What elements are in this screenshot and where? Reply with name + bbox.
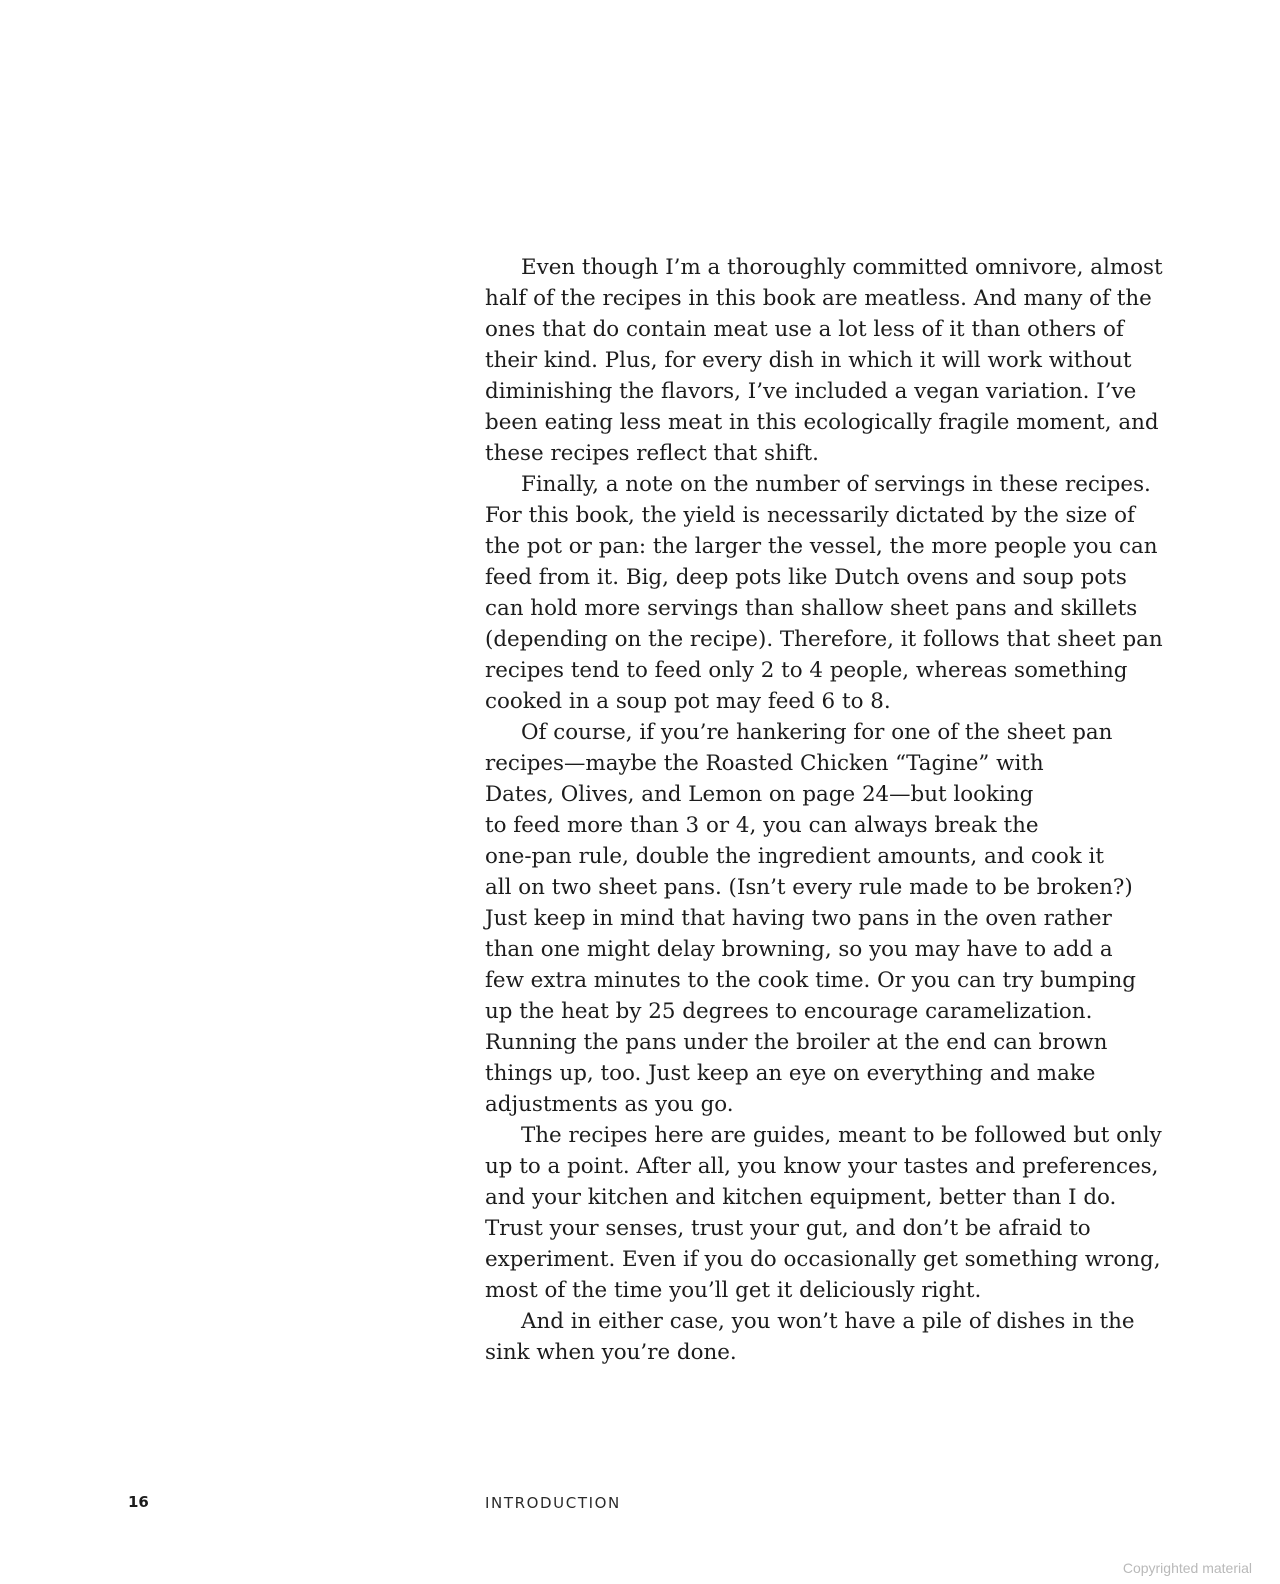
text-line: half of the recipes in this book are meatless. And many of the [485,286,1152,311]
text-line: experiment. Even if you do occasionally get something wrong, [485,1247,1161,1272]
text-line: Of course, if you’re hankering for one of the sheet pan [521,720,1113,745]
text-line: their kind. Plus, for every dish in which it will work without [485,348,1132,373]
paragraph-closing [485,1306,1150,1368]
text-line: (depending on the recipe). Therefore, it follows that sheet pan [485,627,1163,652]
paragraph-servings [485,469,1163,717]
text-line: all on two sheet pans. (Isn’t every rule made to be broken?) [485,875,1133,900]
text-line: sink when you’re done. [485,1340,737,1365]
text-line: things up, too. Just keep an eye on everything and make [485,1061,1096,1086]
text-line: up to a point. After all, you know your tastes and preferences, [485,1154,1159,1179]
text-line: Even though I’m a thoroughly committed omnivore, almost [521,255,1163,280]
text-line: diminishing the flavors, I’ve included a vegan variation. I’ve [485,379,1137,404]
text-line: than one might delay browning, so you may have to add a [485,937,1113,962]
text-line: Finally, a note on the number of servings in these recipes. [521,472,1151,497]
text-line: few extra minutes to the cook time. Or you can try bumping [485,968,1136,993]
text-line: ones that do contain meat use a lot less of it than others of [485,317,1124,342]
text-line: feed from it. Big, deep pots like Dutch ovens and soup pots [485,565,1127,590]
text-line: most of the time you’ll get it deliciously right. [485,1278,982,1303]
text-line: up the heat by 25 degrees to encourage caramelization. [485,999,1093,1024]
text-line: recipes tend to feed only 2 to 4 people, whereas something [485,658,1128,683]
paragraph-omnivore [485,252,1163,469]
paragraph-guides [485,1120,1162,1306]
text-line: to feed more than 3 or 4, you can always break the [485,813,1039,838]
text-line: one-pan rule, double the ingredient amounts, and cook it [485,844,1104,869]
text-line: recipes—maybe the Roasted Chicken “Tagine” with [485,751,1044,776]
text-line: these recipes reflect that shift. [485,441,819,466]
running-footer-section: INTRODUCTION [485,1494,621,1512]
text-line: Trust your senses, trust your gut, and don’t be afraid to [485,1216,1091,1241]
text-line: Dates, Olives, and Lemon on page 24—but looking [485,782,1034,807]
text-line: For this book, the yield is necessarily dictated by the size of [485,503,1135,528]
text-line: Running the pans under the broiler at the end can brown [485,1030,1108,1055]
paragraph-sheet-pans [485,717,1150,1120]
text-line: The recipes here are guides, meant to be followed but only [521,1123,1162,1148]
text-line: can hold more servings than shallow sheet pans and skillets [485,596,1138,621]
text-line: cooked in a soup pot may feed 6 to 8. [485,689,891,714]
copyright-watermark: Copyrighted material [1122,1560,1252,1576]
text-line: And in either case, you won’t have a pile of dishes in the [521,1309,1135,1334]
text-line: been eating less meat in this ecologically fragile moment, and [485,410,1159,435]
page-number: 16 [128,1493,149,1511]
text-line: Just keep in mind that having two pans in the oven rather [485,906,1112,931]
body-text [485,252,1163,1368]
text-line: adjustments as you go. [485,1092,734,1117]
text-line: and your kitchen and kitchen equipment, better than I do. [485,1185,1117,1210]
text-line: the pot or pan: the larger the vessel, the more people you can [485,534,1158,559]
